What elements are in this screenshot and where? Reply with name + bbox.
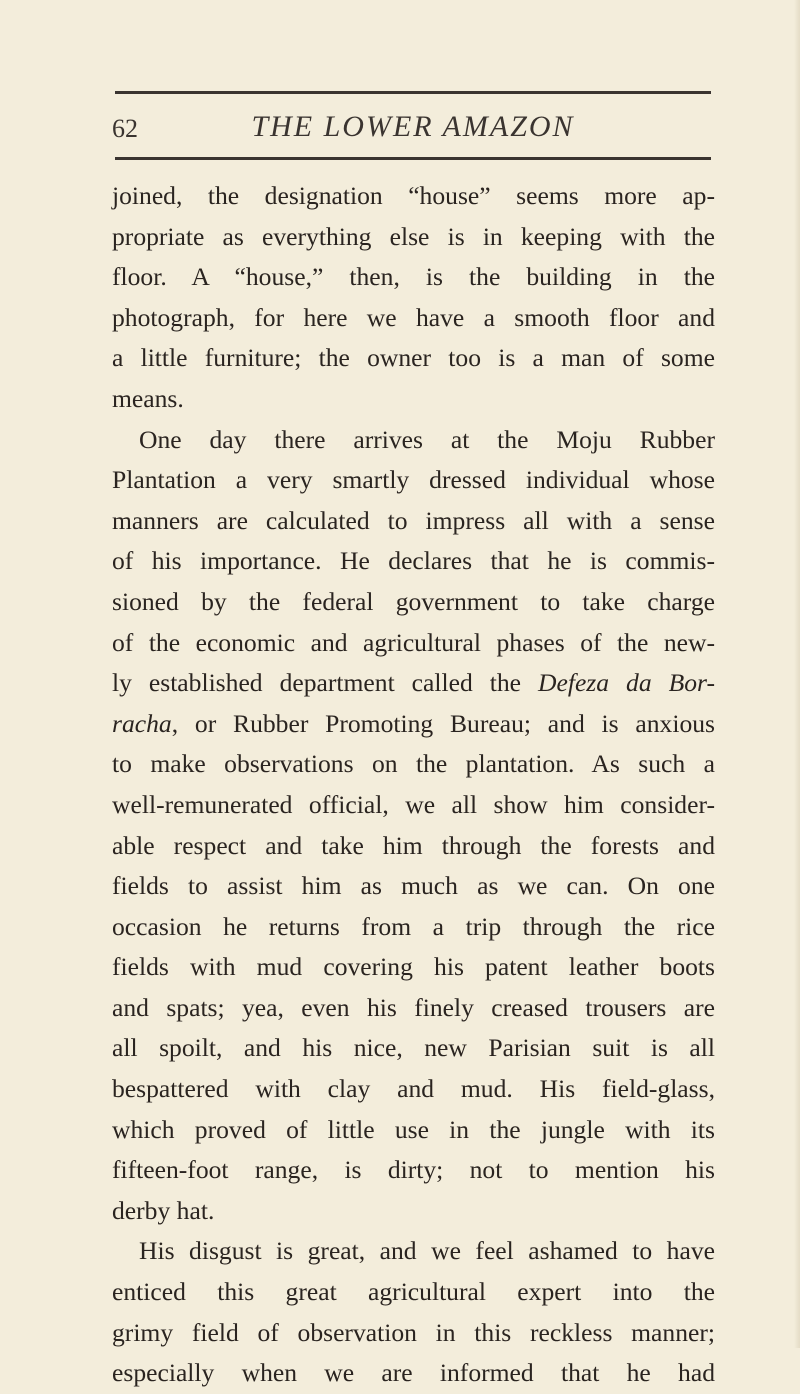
text-line: floor. A “house,” then, is the building in the [112, 262, 715, 292]
italic-term: Defeza da Bor- [537, 668, 715, 698]
text-line: fields to assist him as much as we can. On one [112, 871, 715, 901]
text-line: fifteen-foot range, is dirty; not to mention his [112, 1155, 715, 1185]
text-line: photograph, for here we have a smooth floor and [112, 302, 715, 332]
text-line: especially when we are informed that he had [112, 1358, 715, 1388]
body-text [112, 176, 715, 1394]
text-segment: ly established department called the [112, 668, 521, 698]
header-rule-top [115, 91, 711, 94]
text-line: occasion he returns from a trip through the rice [112, 911, 715, 941]
text-line: well-remunerated official, we all show him consider- [112, 789, 715, 819]
page-edge [794, 0, 800, 1348]
text-line: to make observations on the plantation. As such a [112, 749, 715, 779]
header-rule-bottom [115, 157, 711, 160]
text-line: all spoilt, and his nice, new Parisian suit is all [112, 1033, 715, 1063]
text-line: a little furniture; the owner too is a man of some [112, 343, 715, 373]
text-line: Plantation a very smartly dressed individual whose [112, 465, 715, 495]
text-line: of the economic and agricultural phases of the new- [112, 627, 715, 657]
text-line: able respect and take him through the forests and [112, 830, 715, 860]
italic-term: racha [112, 708, 172, 738]
text-line: fields with mud covering his patent leather boots [112, 952, 715, 982]
text-line: derby hat. [112, 1195, 215, 1225]
text-line [112, 704, 715, 745]
running-head: THE LOWER AMAZON [251, 110, 575, 143]
text-line: grimy field of observation in this reckless manner; [112, 1317, 715, 1347]
page-number: 62 [112, 114, 138, 143]
text-line: His disgust is great, and we feel ashamed to have [139, 1236, 715, 1266]
text-line: bespattered with clay and mud. His field-glass, [112, 1074, 715, 1104]
text-line: and spats; yea, even his finely creased trousers are [112, 992, 715, 1022]
text-line [112, 663, 715, 704]
text-segment: , or Rubber Promoting Bureau; and is anxious [171, 708, 715, 738]
text-line: enticed this great agricultural expert into the [112, 1277, 715, 1307]
text-line: One day there arrives at the Moju Rubber [139, 424, 715, 454]
text-line: which proved of little use in the jungle with its [112, 1114, 715, 1144]
text-line: sioned by the federal government to take charge [112, 586, 715, 616]
text-line: means. [112, 383, 184, 413]
text-line: manners are calculated to impress all with a sense [112, 505, 715, 535]
text-line: propriate as everything else is in keeping with the [112, 221, 715, 251]
text-line: joined, the designation “house” seems more ap- [112, 181, 715, 210]
text-line: of his importance. He declares that he is commis- [112, 546, 715, 576]
